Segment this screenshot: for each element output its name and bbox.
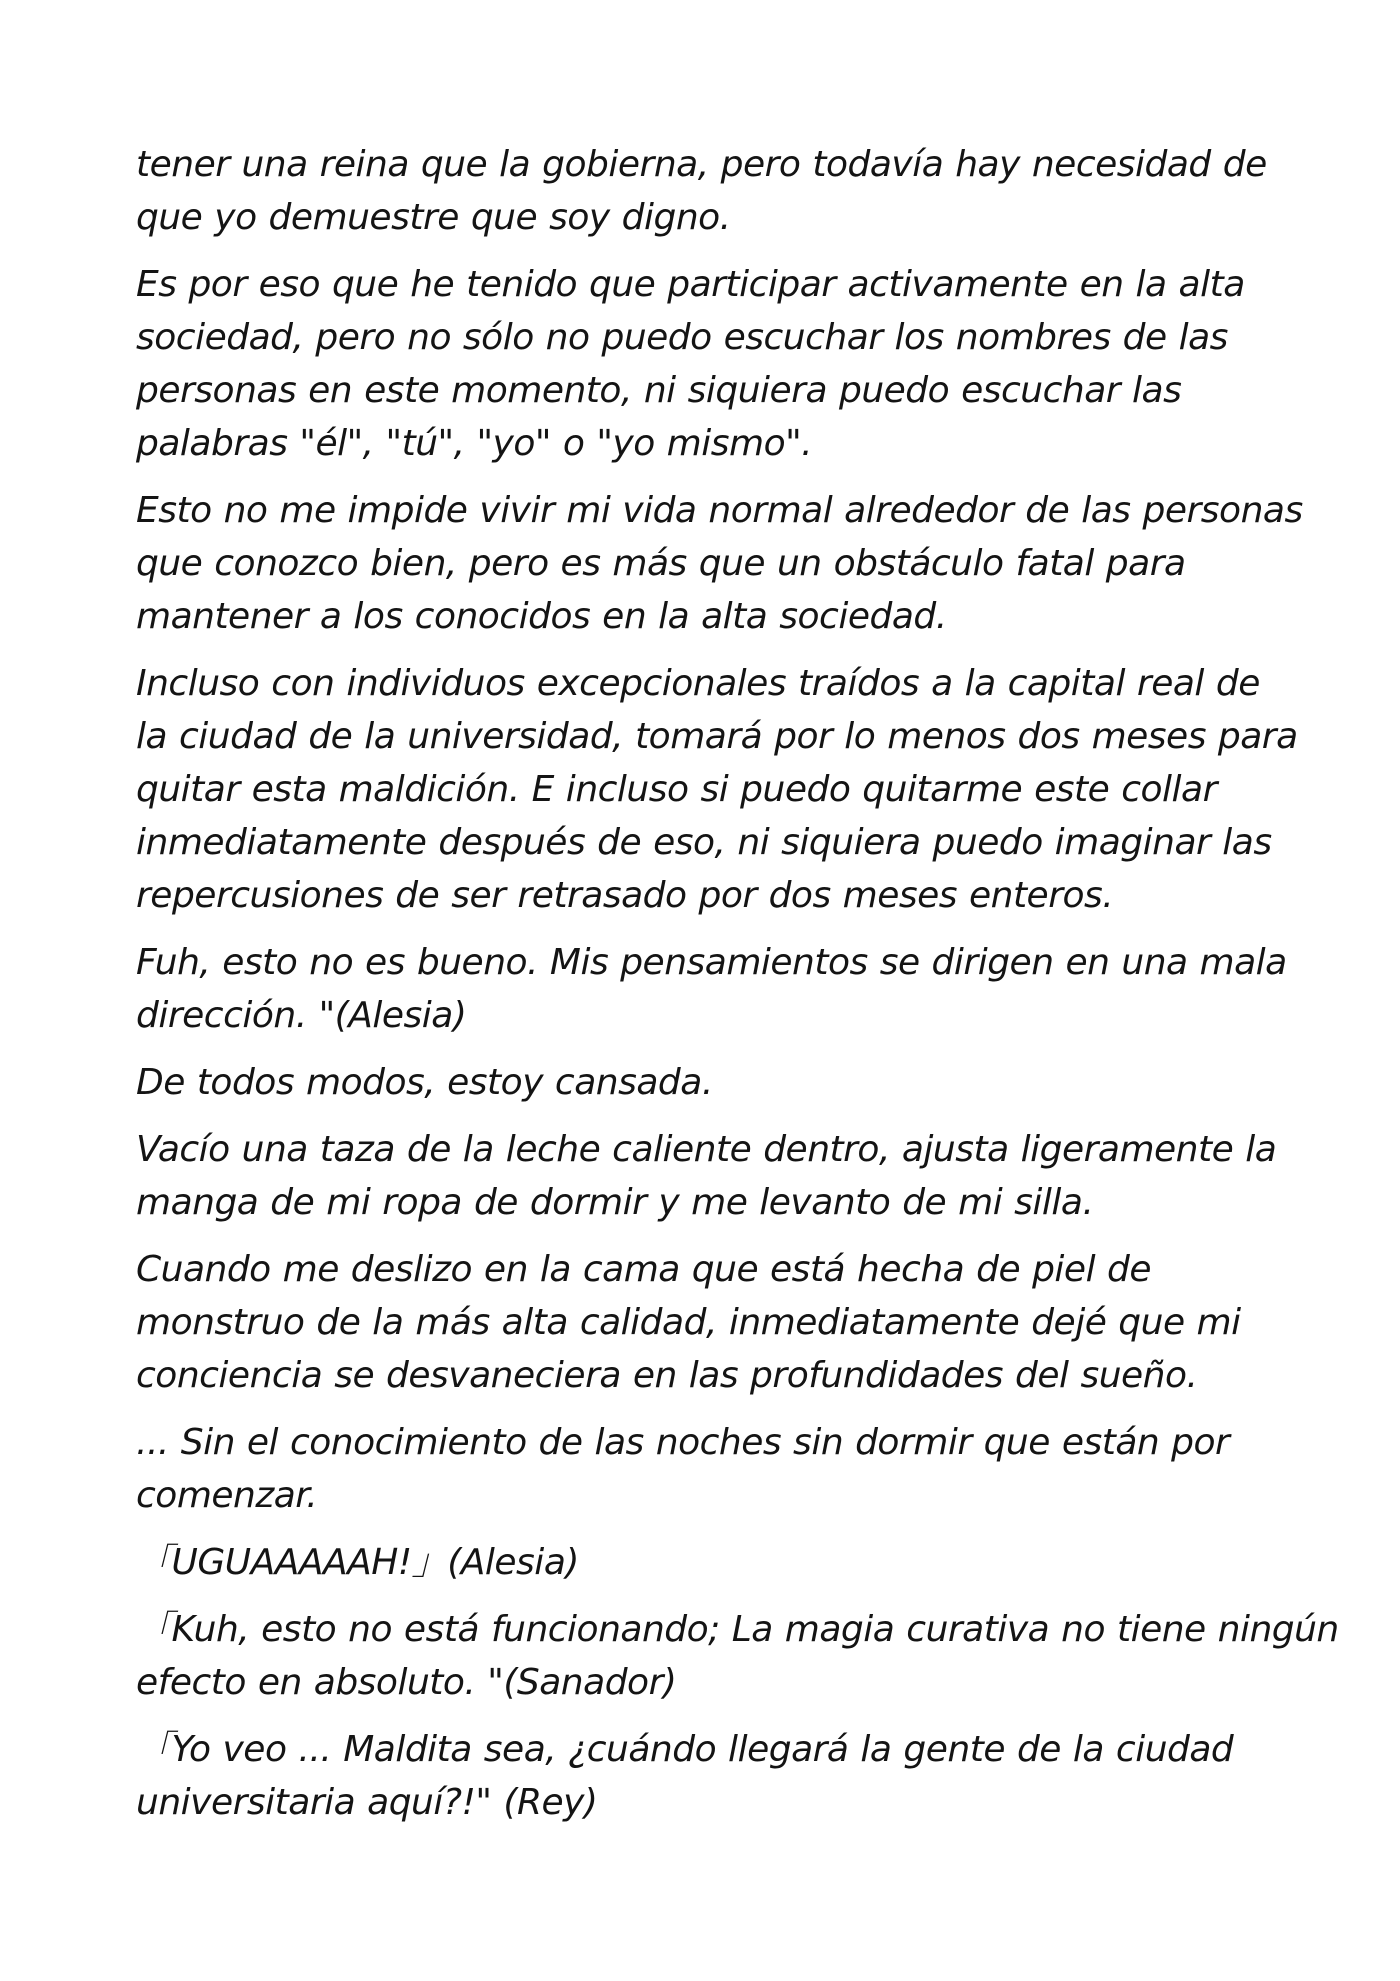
paragraph-1 bbox=[136, 138, 1280, 244]
text-line: conciencia se desvaneciera en las profundidades del sueño. bbox=[136, 1355, 1198, 1396]
paragraph-2 bbox=[136, 258, 1280, 470]
text-line: palabras "él", "tú", "yo" o "yo mismo". bbox=[136, 423, 813, 464]
text-line: 「UGUAAAAAH!」(Alesia) bbox=[136, 1542, 579, 1583]
paragraph-9 bbox=[136, 1416, 1280, 1522]
text-line: dirección. "(Alesia) bbox=[136, 995, 467, 1036]
paragraph-6 bbox=[136, 1056, 1280, 1109]
document-body bbox=[136, 138, 1339, 1829]
paragraph-8 bbox=[136, 1243, 1280, 1402]
text-line: que yo demuestre que soy digno. bbox=[136, 197, 731, 238]
text-line: la ciudad de la universidad, tomará por lo menos dos meses para bbox=[136, 716, 1298, 757]
text-line: efecto en absoluto. "(Sanador) bbox=[136, 1662, 677, 1703]
text-line: sociedad, pero no sólo no puedo escuchar los nombres de las bbox=[136, 317, 1228, 358]
text-line: manga de mi ropa de dormir y me levanto de mi silla. bbox=[136, 1182, 1094, 1223]
text-line: inmediatamente después de eso, ni siquiera puedo imaginar las bbox=[136, 822, 1272, 863]
paragraph-4 bbox=[136, 657, 1298, 922]
text-line: Esto no me impide vivir mi vida normal alrededor de las personas bbox=[136, 490, 1303, 531]
text-line: Cuando me deslizo en la cama que está hecha de piel de bbox=[136, 1249, 1152, 1290]
text-line: 「Yo veo ... Maldita sea, ¿cuándo llegará la gente de la ciudad bbox=[136, 1729, 1234, 1770]
text-line: personas en este momento, ni siquiera puedo escuchar las bbox=[136, 370, 1182, 411]
text-line: De todos modos, estoy cansada. bbox=[136, 1062, 713, 1103]
text-line: ... Sin el conocimiento de las noches sin dormir que están por bbox=[136, 1422, 1230, 1463]
text-line: Fuh, esto no es bueno. Mis pensamientos se dirigen en una mala bbox=[136, 942, 1287, 983]
text-line: mantener a los conocidos en la alta sociedad. bbox=[136, 596, 947, 637]
text-line: repercusiones de ser retrasado por dos meses enteros. bbox=[136, 875, 1114, 916]
paragraph-11 bbox=[136, 1603, 1339, 1709]
text-line: comenzar. bbox=[136, 1475, 318, 1516]
text-line: monstruo de la más alta calidad, inmediatamente dejé que mi bbox=[136, 1302, 1241, 1343]
text-line: 「Kuh, esto no está funcionando; La magia curativa no tiene ningún bbox=[136, 1609, 1339, 1650]
text-line: Incluso con individuos excepcionales traídos a la capital real de bbox=[136, 663, 1260, 704]
paragraph-3 bbox=[136, 484, 1303, 643]
text-line: Vacío una taza de la leche caliente dentro, ajusta ligeramente la bbox=[136, 1129, 1277, 1170]
text-line: tener una reina que la gobierna, pero todavía hay necesidad de bbox=[136, 144, 1267, 185]
paragraph-7 bbox=[136, 1123, 1280, 1229]
text-line: que conozco bien, pero es más que un obstáculo fatal para bbox=[136, 543, 1186, 584]
text-line: universitaria aquí?!" (Rey) bbox=[136, 1782, 598, 1823]
paragraph-12 bbox=[136, 1723, 1280, 1829]
paragraph-5 bbox=[136, 936, 1287, 1042]
text-line: Es por eso que he tenido que participar activamente en la alta bbox=[136, 264, 1245, 305]
text-line: quitar esta maldición. E incluso si puedo quitarme este collar bbox=[136, 769, 1217, 810]
paragraph-10 bbox=[136, 1536, 1280, 1589]
